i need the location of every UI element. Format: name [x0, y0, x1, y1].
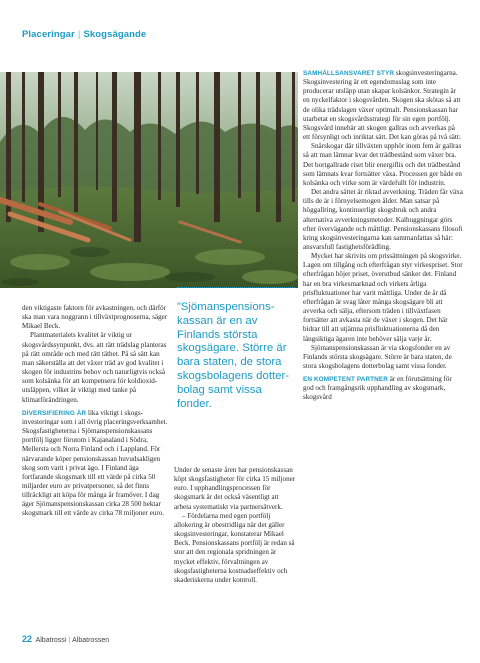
section-header	[22, 29, 146, 40]
quote-divider	[177, 287, 295, 288]
page-footer	[22, 634, 109, 644]
paragraph: Snårskogar där tillväxten upphör inom fem år gallras så att man lämnar kvar det trädbestånd som växer bra. Det bortgallrade riset blir energiflis och det trädbestånd som lämnats kvar fortsätter växa. Processen ger både en kolsänka och virke som är värdefullt för industrin.	[303, 142, 462, 187]
section-kicker: SAMHÄLLSANSVARET STYR	[303, 70, 395, 77]
text-column-3	[303, 69, 463, 403]
paragraph: Det andra sättet är riktad avverkning. Träden får växa tills de är i förnyelsemogen ålder. Man satsar på höggallring, kontinuerligt skogsbruk och andra alternativa avverkningsmetoder. Kalhuggningar görs efter övervägande och måttligt. Pensionskassans filosofi kring skogsinvesteringarna kan sammanfattas så här: ansvarsfull fastighetsförädling.	[303, 188, 463, 251]
page-number: 22	[22, 634, 33, 644]
pull-quote: ”Sjömanspensionskassan är en av Finlands största skogsägare. Större är bara staten, de stora skogsbolagens dotterbolag samt vissa fonder.	[177, 301, 290, 410]
section-label: Placeringar	[22, 29, 75, 40]
paragraph: – Fördelarna med egen portfölj allokering är obestridliga när det gäller skogsinvesteringar, konstaterar Mikael Beck. Pensionskassans portfölj är redan så stor att den regionala spridningen är mycket effektiv, förvaltningen av skogsfastigheterna kostnadseffektiv och skaderiskerna under kontroll.	[174, 511, 295, 584]
forest-illustration	[0, 72, 298, 288]
section-kicker: DIVERSIFIERING ÄR	[22, 409, 87, 417]
paragraph-text: är en förutsättning för god och framgångsrik upphandling av skogsmark, skogsvård	[303, 375, 452, 402]
publication-name: Albatrossi	[35, 637, 67, 644]
section-kicker: EN KOMPETENT PARTNER	[303, 376, 388, 384]
paragraph: Plantmaterialets kvalitet är viktig ur skogsvårdssynpunkt, dvs. att rätt trädslag planteras på rätt område och med rätt täthet. På så sätt kan man säkerställa att det växer träd av god kvalitet i skogen för industrins behov och naturligtvis också som kolsänka för att kompensera för koldioxidutsläppen, vilket är viktigt med tanke på klimatförändringen.	[22, 331, 167, 404]
paragraph	[303, 375, 463, 402]
forest-photo	[0, 72, 298, 288]
paragraph: Under de senaste åren har pensionskassan köpt skogsfastigheter för cirka 15 miljoner euro. I upphandlingsprocessen för skogsmark är det också väsentligt att arbeta systematiskt via partnersätverk.	[174, 466, 296, 511]
text-column-2	[174, 466, 297, 585]
paragraph: den viktigaste faktorn för avkastningen, och därför ska man vara noggrann i tillväxtprognoserna, säger Mikael Beck.	[22, 304, 168, 331]
paragraph-text: lika viktigt i skogsinvesteringar som i all övrig placeringsverksamhet. Skogsfastigheterna i Sjömanspensionskassans portfölj ligger förutom i Kajanaland i Södra, Mellersta och Norra Finland och i Lappland. För närvarande köper pensionskassan huvudsakligen skog som varit i privat ägo. I Finland äga fortfarande skogsmark till ett värde på cirka 50 miljarder euro av privatpersoner, så det finns tillräckligt att köpa för många år framöver. I dag äger Sjömanspensionskassan cirka 28 500 hektar skogsmark till ett värde av cirka 78 miljoner euro.	[22, 408, 168, 518]
paragraph: Mycket har skrivits om prissättningen på skogsvirke. Lagen om tillgång och efterfrågan styr virkespriset. Stor efterfrågan höjer priset, överutbud sänker det. Finland har en bra virkesmarknad och virkets årliga prisfluktuationer har varit måttliga. Under de år då efterfrågan är svag låter många skogsägare bli att avverka och sälja, eftersom träden i tillväxtfasen fortsätter att avkasta när de växer i skogen. Det här bidrar till att utjämna prisfluktuationerna då den långsiktiga ägaren inte behöver sälja varje år.	[303, 252, 463, 343]
footer-separator: |	[68, 637, 71, 644]
text-column-1	[22, 304, 170, 519]
subsection-label: Skogsägande	[83, 29, 147, 40]
paragraph	[303, 69, 463, 142]
paragraph-text: skogsinvesteringarna. Skogsinvestering är ett egendomsslag som inte producerar utsläpp utan skapar kolsänkor. Strategin är en nyckelfaktor i skogsvården. Skogen ska skötas så att de olika trädslagen växer optimalt. Pensionskassan har utarbetat en skogsvårdsstrategi för sin egen portfölj. Skogsvård innebär att skogen gallras och avverkas på ett försynligt och inriktat sätt. Det kan göras på två sätt:	[303, 69, 461, 142]
publication-name-swedish: Albatrossen	[72, 637, 110, 644]
paragraph: Sjömanspensionskassan är via skogsfonder en av Finlands största skogsägare. Större är bara staten, de stora skogsbolagens dotterbolag samt vissa fonder.	[303, 343, 452, 370]
paragraph	[22, 409, 170, 519]
header-separator: |	[77, 29, 81, 40]
